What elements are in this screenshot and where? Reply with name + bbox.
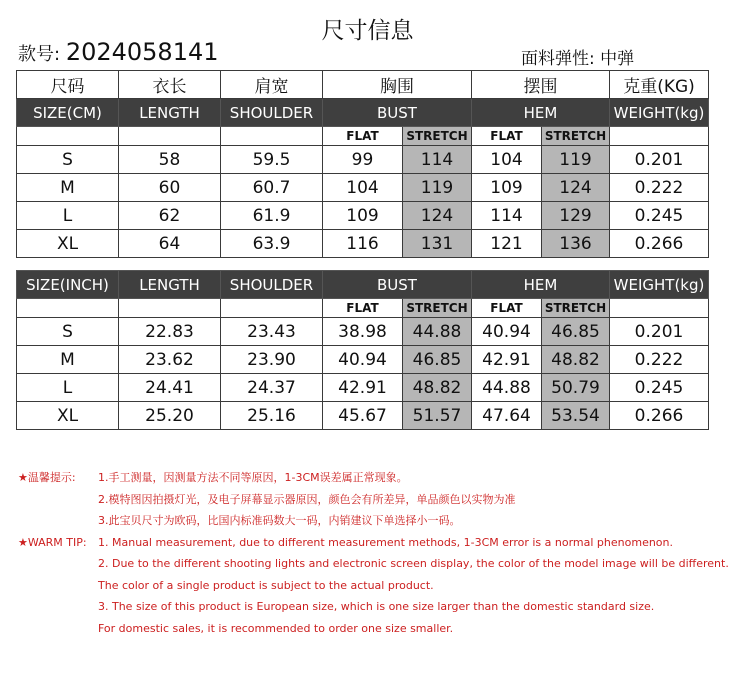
table-row	[17, 402, 709, 430]
table-cell: S	[17, 318, 119, 346]
subheader-empty	[119, 127, 221, 146]
table-cell: 0.222	[610, 346, 709, 374]
table-cell: 99	[323, 146, 403, 174]
subheader-flat: FLAT	[472, 299, 542, 318]
cn-header-size: 尺码	[17, 71, 119, 99]
table-cell: M	[17, 174, 119, 202]
table-cell: 48.82	[403, 374, 472, 402]
table-cell: 0.245	[610, 374, 709, 402]
header-weight: WEIGHT(kg)	[610, 271, 709, 299]
cn-header-length: 衣长	[119, 71, 221, 99]
table-cell: 0.201	[610, 318, 709, 346]
subheader-empty	[17, 127, 119, 146]
subheader-stretch: STRETCH	[542, 299, 610, 318]
table-cell: 131	[403, 230, 472, 258]
table-cell: L	[17, 374, 119, 402]
table-row	[17, 318, 709, 346]
subheader-flat: FLAT	[323, 299, 403, 318]
table-cell: 109	[472, 174, 542, 202]
table-cell: S	[17, 146, 119, 174]
table-cell: 116	[323, 230, 403, 258]
table-cell: 23.90	[221, 346, 323, 374]
subheader-empty	[221, 299, 323, 318]
note-row	[18, 489, 729, 511]
table-cell: 62	[119, 202, 221, 230]
header-length: LENGTH	[119, 99, 221, 127]
table-cell: 23.43	[221, 318, 323, 346]
table-cell: 0.245	[610, 202, 709, 230]
size-table-inch	[16, 270, 709, 430]
header-hem: HEM	[472, 99, 610, 127]
table-cell: 40.94	[323, 346, 403, 374]
cn-header-bust: 胸围	[323, 71, 472, 99]
table-cell: L	[17, 202, 119, 230]
table-cell: 48.82	[542, 346, 610, 374]
table-cell: 53.54	[542, 402, 610, 430]
note-row	[18, 596, 729, 618]
table-row	[17, 174, 709, 202]
subheader-stretch: STRETCH	[542, 127, 610, 146]
table-cell: 104	[472, 146, 542, 174]
header-row	[17, 99, 709, 127]
fabric-label: 面料弹性:	[521, 49, 595, 69]
header-size: SIZE(INCH)	[17, 271, 119, 299]
header-length: LENGTH	[119, 271, 221, 299]
header-row	[17, 271, 709, 299]
subheader-stretch: STRETCH	[403, 299, 472, 318]
table-cell: 129	[542, 202, 610, 230]
table-cell: M	[17, 346, 119, 374]
subheader-empty	[610, 127, 709, 146]
table-cell: 60	[119, 174, 221, 202]
table-cell: 104	[323, 174, 403, 202]
table-cell: 119	[403, 174, 472, 202]
table-cell: 23.62	[119, 346, 221, 374]
table-cell: 25.16	[221, 402, 323, 430]
size-table-cm	[16, 70, 709, 258]
note-row	[18, 467, 729, 489]
table-cell: 136	[542, 230, 610, 258]
table-cell: 22.83	[119, 318, 221, 346]
subheader-empty	[17, 299, 119, 318]
note-row	[18, 575, 729, 597]
table-cell: 63.9	[221, 230, 323, 258]
subheader-empty	[119, 299, 221, 318]
table-cell: 0.266	[610, 230, 709, 258]
cn-note-2: 2.模特图因拍摄灯光，及电子屏幕显示器原因，颜色会有所差异，单品颜色以实物为准	[98, 492, 516, 506]
chinese-header-row	[17, 71, 709, 99]
table-cell: 61.9	[221, 202, 323, 230]
en-note-3: The color of a single product is subject to the actual product.	[98, 578, 434, 592]
fabric-value: 中弹	[600, 49, 635, 69]
table-cell: 44.88	[403, 318, 472, 346]
table-cell: 25.20	[119, 402, 221, 430]
table-cell: 47.64	[472, 402, 542, 430]
table-cell: 40.94	[472, 318, 542, 346]
table-cell: 24.41	[119, 374, 221, 402]
table-row	[17, 230, 709, 258]
table-cell: 58	[119, 146, 221, 174]
note-row	[18, 618, 729, 640]
table-row	[17, 202, 709, 230]
subheader-row	[17, 127, 709, 146]
cn-header-shoulder: 肩宽	[221, 71, 323, 99]
table-body	[17, 146, 709, 258]
table-cell: XL	[17, 402, 119, 430]
header-size: SIZE(CM)	[17, 99, 119, 127]
cn-note-3: 3.此宝贝尺寸为欧码，比国内标准码数大一码，内销建议下单选择小一码。	[98, 514, 461, 527]
table-row	[17, 146, 709, 174]
table-cell: 0.222	[610, 174, 709, 202]
header-shoulder: SHOULDER	[221, 271, 323, 299]
table-cell: 45.67	[323, 402, 403, 430]
en-note-2: 2. Due to the different shooting lights and electronic screen display, the color of the model image will be different.	[98, 557, 729, 570]
en-note-5: For domestic sales, it is recommended to order one size smaller.	[98, 621, 454, 635]
table-cell: XL	[17, 230, 119, 258]
table-row	[17, 374, 709, 402]
note-row	[18, 532, 729, 554]
page-title: 尺寸信息	[321, 18, 414, 44]
header-shoulder: SHOULDER	[221, 99, 323, 127]
table-cell: 60.7	[221, 174, 323, 202]
en-note-4: 3. The size of this product is European size, which is one size larger than the domestic standard size.	[98, 600, 655, 613]
table-cell: 42.91	[472, 346, 542, 374]
table-cell: 119	[542, 146, 610, 174]
table-cell: 0.266	[610, 402, 709, 430]
cn-note-label: ★温馨提示:	[18, 471, 76, 484]
subheader-flat: FLAT	[472, 127, 542, 146]
notes-section	[18, 467, 729, 639]
en-note-label: ★WARM TIP:	[18, 535, 87, 549]
table-cell: 124	[542, 174, 610, 202]
header-weight: WEIGHT(kg)	[610, 99, 709, 127]
note-row	[18, 510, 729, 532]
table-cell: 24.37	[221, 374, 323, 402]
en-note-1: 1. Manual measurement, due to different measurement methods, 1-3CM error is a normal phenomenon.	[98, 535, 674, 549]
table-cell: 46.85	[403, 346, 472, 374]
table-cell: 64	[119, 230, 221, 258]
table-cell: 121	[472, 230, 542, 258]
table-cell: 46.85	[542, 318, 610, 346]
sku-label: 款号:	[18, 44, 61, 65]
table-cell: 38.98	[323, 318, 403, 346]
table-cell: 50.79	[542, 374, 610, 402]
cn-header-weight: 克重(KG)	[610, 71, 709, 99]
table-cell: 44.88	[472, 374, 542, 402]
table-cell: 114	[403, 146, 472, 174]
subheader-flat: FLAT	[323, 127, 403, 146]
subheader-stretch: STRETCH	[403, 127, 472, 146]
table-cell: 114	[472, 202, 542, 230]
table-row	[17, 346, 709, 374]
fabric-elasticity	[521, 44, 634, 69]
header-bust: BUST	[323, 271, 472, 299]
table-cell: 42.91	[323, 374, 403, 402]
subheader-row	[17, 299, 709, 318]
header-hem: HEM	[472, 271, 610, 299]
table-cell: 124	[403, 202, 472, 230]
subheader-empty	[610, 299, 709, 318]
cn-note-1: 1.手工测量，因测量方法不同等原因，1-3CM误差属正常现象。	[98, 471, 408, 484]
note-row	[18, 553, 729, 575]
table-body	[17, 318, 709, 430]
cn-header-hem: 摆围	[472, 71, 610, 99]
subheader-empty	[221, 127, 323, 146]
table-cell: 51.57	[403, 402, 472, 430]
header-bust: BUST	[323, 99, 472, 127]
table-cell: 109	[323, 202, 403, 230]
table-cell: 59.5	[221, 146, 323, 174]
sku-number: 2024058141	[65, 38, 219, 66]
sku-line	[18, 38, 219, 66]
table-cell: 0.201	[610, 146, 709, 174]
